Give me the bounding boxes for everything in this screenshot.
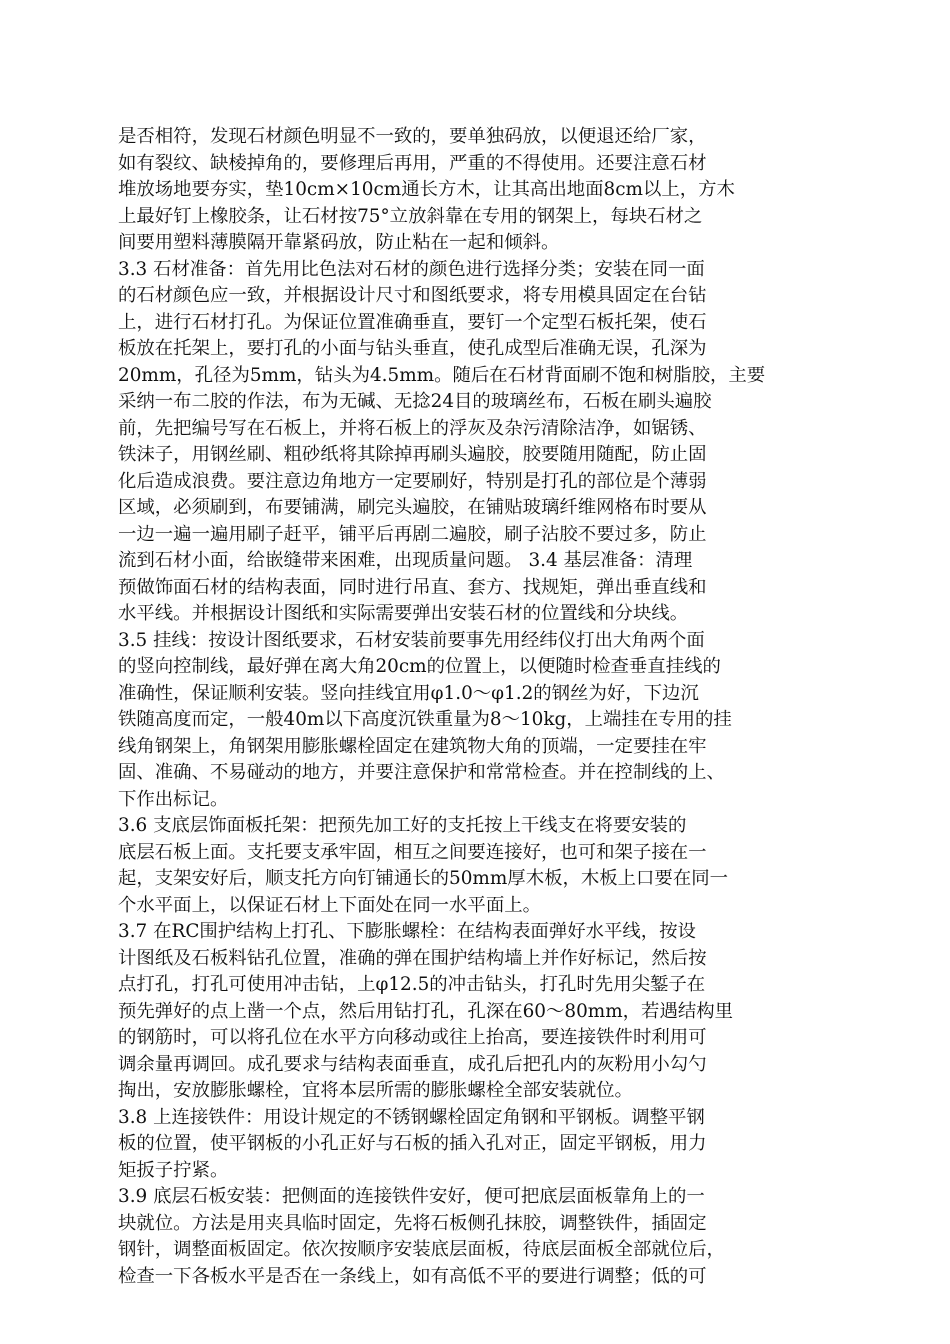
text-line: 个水平面上，以保证石材上下面处在同一水平面上。 bbox=[118, 894, 541, 916]
text-line: 钢针，调整面板固定。依次按顺序安装底层面板，待底层面板全部就位后， bbox=[118, 1239, 725, 1260]
text-line: 一边一遍一遍用刷子赶平，铺平后再剧二遍胶，刷子沾胶不要过多，防止 bbox=[118, 523, 707, 545]
text-line: 检查一下各板水平是否在一条线上，如有高低不平的要进行调整；低的可 bbox=[118, 1265, 707, 1287]
text-line: 上，进行石材打孔。为保证位置准确垂直，要钉一个定型石板托架，使石 bbox=[118, 311, 707, 333]
text-line: 3.3 石材准备：首先用比色法对石材的颜色进行选择分类；安装在同一面 bbox=[118, 258, 705, 280]
text-line: 化后造成浪费。要注意边角地方一定要刷好，特别是打孔的部位是个薄弱 bbox=[118, 470, 707, 492]
text-line: 3.7 在RC围护结构上打孔、下膨胀螺栓：在结构表面弹好水平线，按设 bbox=[118, 921, 696, 942]
text-line: 线角钢架上，角钢架用膨胀螺栓固定在建筑物大角的顶端，一定要挂在牢 bbox=[118, 735, 707, 757]
text-line: 是否相符，发现石材颜色明显不一致的，要单独码放，以便退还给厂家， bbox=[118, 126, 707, 147]
text-line: 区域，必须刷到，布要铺满，刷完头遍胶，在铺贴玻璃纤维网格布时要从 bbox=[118, 497, 707, 518]
text-line: 前，先把编号写在石板上，并将石板上的浮灰及杂污清除洁净，如锯锈、 bbox=[118, 417, 707, 439]
text-line: 的石材颜色应一致，并根据设计尺寸和图纸要求，将专用模具固定在台钻 bbox=[118, 285, 707, 306]
text-line: 间要用塑料薄膜隔开靠紧码放，防止粘在一起和倾斜。 bbox=[118, 232, 560, 253]
text-line: 下作出标记。 bbox=[118, 788, 229, 810]
text-line: 采纳一布二胶的作法，布为无碱、无捻24目的玻璃丝布，石板在刷头遍胶 bbox=[118, 391, 712, 412]
text-line: 掏出，安放膨胀螺栓，宜将本层所需的膨胀螺栓全部安装就位。 bbox=[118, 1080, 633, 1101]
text-line: 调余量再调回。成孔要求与结构表面垂直，成孔后把孔内的灰粉用小勾勺 bbox=[118, 1053, 707, 1075]
text-line: 的竖向控制线，最好弹在离大角20cm的位置上，以便随时检查垂直挂线的 bbox=[118, 656, 721, 677]
text-line: 板放在托架上，要打孔的小面与钻头垂直，使孔成型后准确无误，孔深为 bbox=[118, 338, 707, 359]
text-line: 铁沫子，用钢丝刷、粗砂纸将其除掉再刷头遍胶，胶要随用随配，防止固 bbox=[118, 444, 707, 465]
text-line: 流到石材小面，给嵌缝带来困难，出现质量问题。 3.4 基层准备：清理 bbox=[118, 550, 693, 571]
text-line: 3.6 支底层饰面板托架：把预先加工好的支托按上干线支在将要安装的 bbox=[118, 815, 687, 836]
text-line: 点打孔，打孔可使用冲击钻，上φ12.5的冲击钻头，打孔时先用尖錾子在 bbox=[118, 974, 706, 995]
text-line: 计图纸及石板料钻孔位置，准确的弹在围护结构墙上并作好标记，然后按 bbox=[118, 947, 707, 969]
text-line: 底层石板上面。支托要支承牢固，相互之间要连接好，也可和架子接在一 bbox=[118, 841, 707, 863]
text-line: 预做饰面石材的结构表面，同时进行吊直、套方、找规矩，弹出垂直线和 bbox=[118, 576, 707, 598]
text-line: 板的位置，使平钢板的小孔正好与石板的插入孔对正，固定平钢板，用力 bbox=[118, 1133, 707, 1154]
text-line: 20mm，孔径为5mm，钻头为4.5mm。随后在石材背面刷不饱和树脂胶，主要 bbox=[118, 364, 766, 386]
text-line: 3.9 底层石板安装：把侧面的连接铁件安好，便可把底层面板靠角上的一 bbox=[118, 1186, 705, 1207]
text-line: 预先弹好的点上凿一个点，然后用钻打孔，孔深在60～80mm，若遇结构里 bbox=[118, 1000, 734, 1022]
text-line: 块就位。方法是用夹具临时固定，先将石板侧孔抹胶，调整铁件，插固定 bbox=[118, 1212, 707, 1234]
text-line: 矩扳子拧紧。 bbox=[118, 1159, 229, 1181]
text-line: 上最好钉上橡胶条，让石材按75°立放斜靠在专用的钢架上，每块石材之 bbox=[118, 205, 703, 227]
text-line: 起，支架安好后，顺支托方向钉铺通长的50mm厚木板，木板上口要在同一 bbox=[118, 868, 728, 889]
text-line: 3.5 挂线：按设计图纸要求，石材安装前要事先用经纬仪打出大角两个面 bbox=[118, 629, 705, 651]
text-line: 的钢筋时，可以将孔位在水平方向移动或往上抬高，要连接铁件时利用可 bbox=[118, 1027, 707, 1048]
text-line: 准确性，保证顺利安装。竖向挂线宜用φ1.0～φ1.2的钢丝为好，下边沉 bbox=[118, 682, 699, 704]
document-text-body bbox=[118, 124, 834, 1290]
text-line: 如有裂纹、缺棱掉角的，要修理后再用，严重的不得使用。还要注意石材 bbox=[118, 152, 707, 174]
text-line: 3.8 上连接铁件：用设计规定的不锈钢螺栓固定角钢和平钢板。调整平钢 bbox=[118, 1106, 705, 1128]
text-line: 铁随高度而定，一般40m以下高度沉铁重量为8～10kg，上端挂在专用的挂 bbox=[118, 709, 732, 730]
text-line: 堆放场地要夯实，垫10cm×10cm通长方木，让其高出地面8cm以上，方木 bbox=[118, 179, 735, 200]
text-line: 水平线。并根据设计图纸和实际需要弹出安装石材的位置线和分块线。 bbox=[118, 603, 689, 624]
text-line: 固、准确、不易碰动的地方，并要注意保护和常常检查。并在控制线的上、 bbox=[118, 762, 725, 783]
